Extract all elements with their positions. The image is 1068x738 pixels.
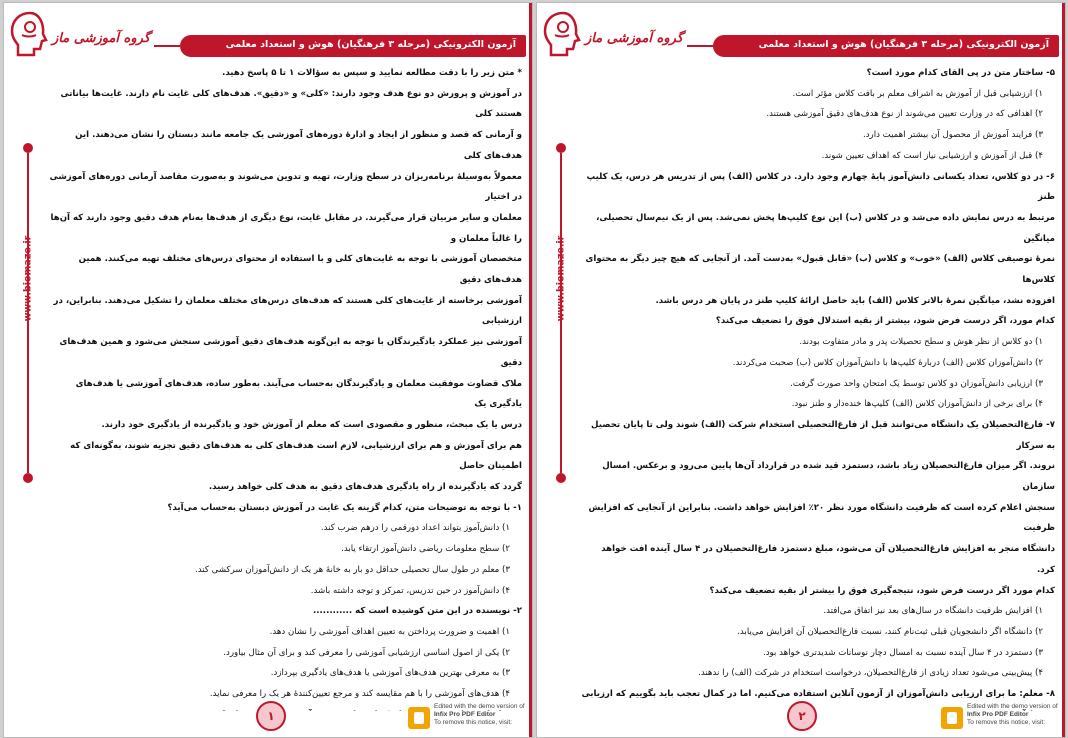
passage-line: معمولاً به‌وسیلهٔ برنامه‌ریزان در سطح وزارت، تهیه و تدوین می‌شوند و به‌صورت مقاصد آرمانی دوره‌های آموزشی در اختیار [49, 171, 522, 203]
question-text: ۵- ساختار متن در پی القای کدام مورد است؟ [866, 68, 1055, 78]
passage-line: * متن زیر را با دقت مطالعه نمایید و سپس به سؤالات ۱ تا ۵ پاسخ دهید. [222, 68, 522, 78]
question-text: کدام مورد، اگر درست فرض شود، بیشتر از بقیه استدلال فوق را تضعیف می‌کند؟ [715, 316, 1055, 327]
question-text: مرتبط به درس نمایش داده می‌شد و در کلاس (ب) این نوع کلیپ‌ها پخش نمی‌شد. پس از یک نیم‌سال تحصیلی، میانگین [596, 212, 1055, 244]
side-rail-dot [556, 473, 566, 483]
question-text: ۶- در دو کلاس، تعداد یکسانی دانش‌آموز پایهٔ چهارم وجود دارد. در کلاس (الف) پس از تدریس هر درس، یک کلیپ طنز [586, 171, 1055, 203]
passage-line: متخصصان آموزشی با توجه به غایت‌های کلی و با استفاده از محتوای درس‌های مختلف تهیه می‌کنند. همین هدف‌های دقیق [78, 254, 522, 286]
question-text: کدام مورد اگر درست فرض شود، نتیجه‌گیری فوق را بیشتر از بقیه تضعیف می‌کند؟ [709, 585, 1055, 596]
question-text: افزوده نشد، میانگین نمرهٔ بالاتر کلاس (الف) باید حاصل ارائهٔ کلیپ طنز در پایان هر درس باشد. [655, 295, 1055, 306]
answer-option: ۳) معلم در طول سال تحصیلی حداقل دو بار به خانهٔ هر یک از دانش‌آموزان سرکشی کند. [195, 564, 510, 575]
watermark-line-3[interactable]: To remove this notice, visit: [967, 719, 1046, 726]
head-logo-icon [541, 9, 585, 61]
question-text: ۱- با توجه به توضیحات متن، کدام گزینه یک غایت در آموزش دبستان به‌حساب می‌آید؟ [167, 502, 522, 513]
question-text: نمرهٔ توصیفی کلاس (الف) «خوب» و کلاس (ب) «قابل قبول» به‌دست آمد. از آنجایی که هیچ چیز دیگر به محتوای کلاس‌ها [585, 254, 1055, 286]
watermark-line-2: Infix Pro PDF Editor [967, 711, 1029, 718]
side-rail-dot [556, 143, 566, 153]
website-url[interactable]: www.biomaze.ir [22, 235, 34, 322]
answer-option: ۱) دو کلاس از نظر هوش و سطح تحصیلات پدر و مادر متفاوت بودند. [799, 337, 1043, 348]
answer-option: ۲) دانش‌آموزان کلاس (الف) دربارهٔ کلیپ‌ها با دانش‌آموزان کلاس (ب) صحبت می‌کردند. [732, 357, 1043, 368]
page-number-1: ۱ [256, 701, 286, 731]
website-url[interactable]: www.biomaze.ir [555, 235, 567, 322]
watermark-line-3[interactable]: To remove this notice, visit: [434, 719, 513, 726]
answer-option: ۳) فرایند آموزش از محصول آن بیشتر اهمیت دارد. [863, 130, 1043, 141]
document-page-2 [536, 2, 1066, 738]
exam-title-bar [180, 35, 526, 57]
exam-title: آزمون الکترونیکی (مرحله ۳ فرهنگیان) هوش و استعداد معلمی [225, 39, 516, 50]
answer-option: ۱) دانش‌آموز بتواند اعداد دورقمی را درهم ضرب کند. [320, 523, 510, 534]
question-text: نروند. اگر میزان فارغ‌التحصیلان زیاد باشد، دستمزد قید شده در قرارداد آن‌ها پایین می‌رود و برعکس. امسال سازمان [602, 461, 1055, 493]
answer-option: ۳) ارزیابی دانش‌آموزان دو کلاس توسط یک امتحان واحد صورت گرفت. [790, 378, 1043, 389]
side-rail-dot [23, 143, 33, 153]
answer-option: ۱) ارزشیابی قبل از آموزش به اشراف معلم بر بافت کلاس مؤثر است. [792, 88, 1043, 99]
side-rail [14, 153, 42, 473]
answer-option: ۲) دانشگاه اگر دانشجویان قبلی ثبت‌نام کنند، نسبت فارغ‌التحصیلان آن افزایش می‌یابد. [737, 626, 1043, 637]
header-connector-line [154, 45, 180, 47]
head-logo-icon [8, 9, 52, 61]
page-number-2: ۲ [787, 701, 817, 731]
infix-app-icon [941, 707, 963, 729]
answer-option: ۱) اهمیت و ضرورت پرداختن به تعیین اهداف آموزشی را نشان دهد. [269, 626, 510, 637]
infix-app-icon [408, 707, 430, 729]
passage-line: و آرمانی که قصد و منظور از ایجاد و ادارهٔ دوره‌های آموزشی یک جامعه مانند دبستان را نشان می‌دهند. این هدف‌های کلی [75, 130, 522, 161]
brand-name: گروه آموزشی ماز [52, 31, 151, 46]
watermark-line-2: Infix Pro PDF Editor [434, 711, 496, 718]
exam-title-bar [713, 35, 1059, 57]
question-text: سنجش اعلام کرده است که ظرفیت دانشگاه مورد نظر ۲۰٪ افزایش خواهد داشت. بنابراین از آنجایی که افزایش ظرفیت [588, 502, 1055, 534]
passage-line: ملاک قضاوت موفقیت معلمان و یادگیرندگان به‌حساب می‌آیند. به‌طور ساده، هدف‌های آموزشی یا هدف‌های یادگیری یک [75, 378, 522, 410]
passage-line: معلمان و سایر مربیان قرار می‌گیرند. در مقابل غایت، نوع دیگری از هدف‌ها به‌نام هدف دقیق وجود دارند که آن‌ها را غالباً معلمان و [50, 212, 522, 244]
passage-line: هم برای آموزش و هم برای ارزشیابی، لازم است هدف‌های کلی به هدف‌های دقیق تجزیه شوند، به‌گونه‌ای که اطمینان حاصل [70, 440, 522, 472]
question-text: ۸- معلم: ما برای ارزیابی دانش‌آموزان از آزمون آنلاین استفاده می‌کنیم. اما در کمال تعجب باید بگوییم که ارزیابی [581, 689, 1055, 700]
answer-option: ۴) برای برخی از دانش‌آموزان کلاس (الف) کلیپ‌ها خنده‌دار و طنز نبود. [791, 399, 1043, 410]
watermark-line-1: Edited with the demo version of [434, 703, 525, 710]
passage-line: آموزشی برخاسته از غایت‌های کلی هستند که هدف‌های درس‌های مختلف معلمان را تشکیل می‌دهند. بنابراین، در ارزشیابی [53, 295, 522, 327]
answer-option: ۲) یکی از اصول اساسی ارزشیابی آموزشی را معرفی کند و برای آن مثال بیاورد. [223, 647, 510, 658]
brand-logo [8, 9, 158, 69]
question-text: دانشگاه منجر به افزایش فارغ‌التحصیلان آن می‌شود، مبلغ دستمزد فارغ‌التحصیلان در ۴ سال آینده افت خواهد کرد. [601, 544, 1055, 575]
question-text: ۷- فارغ‌التحصیلان یک دانشگاه می‌توانند قبل از فارغ‌التحصیلی استخدام شرکت (الف) شوند ولی تا پایان تحصیل به سرکار [591, 419, 1055, 451]
answer-option: ۴) هدف‌های آموزشی را با هم مقایسه کند و مرجع تعیین‌کنندهٔ هر یک را معرفی نماید. [209, 689, 510, 700]
page-edge-stripe [1062, 3, 1065, 737]
exam-title: آزمون الکترونیکی (مرحله ۳ فرهنگیان) هوش و استعداد معلمی [758, 39, 1049, 50]
page-2-text [581, 63, 1055, 711]
passage-line: در آموزش و پرورش دو نوع هدف وجود دارند: «کلی» و «دقیق». هدف‌های کلی غایت نام دارند. غایت‌ها بیاناتی هستند کلی [60, 88, 522, 120]
passage-line: درس یا یک مبحث، منظور و مقصودی است که معلم از آموزش خود و یادگیرنده از یادگیری خود دارند. [101, 419, 522, 430]
passage-line: آموزشی نیز عملکرد یادگیرندگان با توجه به این‌گونه هدف‌های دقیق آموزشی سنجش می‌شود و همین هدف‌های دقیق [59, 337, 522, 368]
brand-name: گروه آموزشی ماز [585, 31, 684, 46]
page-1-text [48, 63, 522, 711]
side-rail-dot [23, 473, 33, 483]
page-edge-stripe [529, 3, 532, 737]
answer-option: ۴) دانش‌آموز در حین تدریس، تمرکز و توجه داشته باشد. [310, 585, 510, 596]
answer-option: ۴) پیش‌بینی می‌شود تعداد زیادی از فارغ‌التحصیلان، درخواست استخدام در شرکت (الف) را ندهند. [698, 668, 1043, 679]
document-page-1 [3, 2, 533, 738]
side-rail [547, 153, 575, 473]
pdf-editor-watermark [937, 701, 1058, 735]
answer-option: ۲) سطح معلومات ریاضی دانش‌آموز ارتقاء یابد. [341, 544, 510, 555]
watermark-line-1: Edited with the demo version of [967, 703, 1058, 710]
passage-line: گردد که یادگیرنده از راه یادگیری هدف‌های دقیق به هدف کلی خواهد رسید. [208, 482, 522, 493]
answer-option: ۳) دستمزد در ۴ سال آینده نسبت به امسال دچار نوسانات شدیدتری خواهد بود. [762, 647, 1043, 658]
answer-option: ۲) اهدافی که در وزارت تعیین می‌شوند از نوع هدف‌های دقیق آموزشی هستند. [766, 109, 1043, 120]
header-connector-line [687, 45, 713, 47]
answer-option: ۳) به معرفی بهترین هدف‌های آموزشی یا هدف‌های یادگیری بپردازد. [270, 668, 510, 679]
brand-logo [541, 9, 691, 69]
pdf-editor-watermark [404, 701, 525, 735]
answer-option: ۴) قبل از آموزش و ارزشیابی نیاز است که اهداف تعیین شوند. [821, 150, 1043, 161]
question-text: ۲- نویسنده در این متن کوشیده است که ............ [313, 606, 522, 617]
answer-option: ۱) افزایش ظرفیت دانشگاه در سال‌های بعد نیز اتفاق می‌افتد. [823, 606, 1043, 617]
